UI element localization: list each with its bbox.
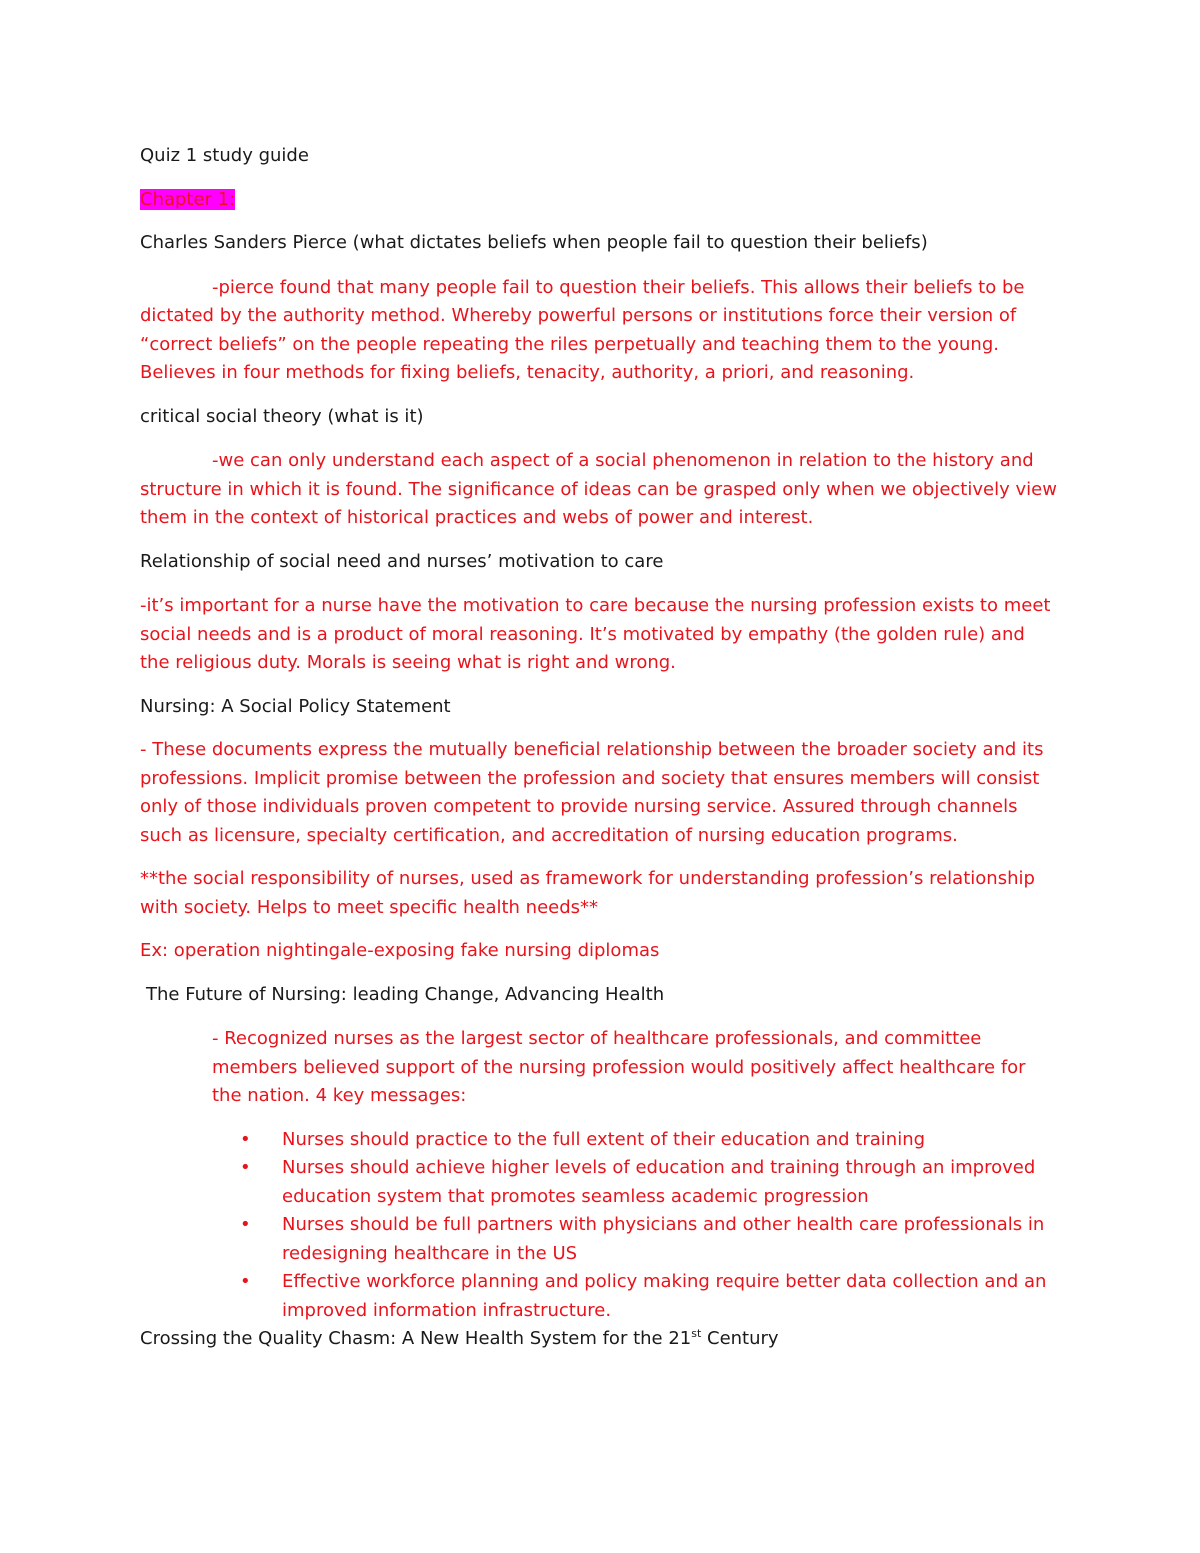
chasm-heading-main: Crossing the Quality Chasm: A New Health System for the 21	[140, 1328, 692, 1349]
bullet-icon: •	[240, 1271, 251, 1292]
future-heading: The Future of Nursing: leading Change, Advancing Health	[146, 983, 665, 1005]
critical-heading: critical social theory (what is it)	[140, 405, 424, 427]
list-item-text: Effective workforce planning and policy making require better data collection and an improved information infrastructure.	[282, 1271, 1047, 1321]
bullet-icon: •	[240, 1214, 251, 1235]
bullet-icon: •	[240, 1128, 251, 1150]
social-need-body: -it’s important for a nurse have the motivation to care because the nursing profession exists to meet social needs and is a product of moral reasoning. It’s motivated by empathy (the golden rule) and the religious duty. Morals is seeing what is right and wrong.	[140, 595, 1051, 673]
critical-body: -we can only understand each aspect of a social phenomenon in relation to the history and structure in which it is found. The significance of ideas can be grasped only when we objectively view them in the context of historical practices and webs of power and interest.	[140, 450, 1057, 528]
policy-heading: Nursing: A Social Policy Statement	[140, 695, 451, 717]
chasm-heading	[140, 1325, 1060, 1354]
list-item	[240, 1154, 1060, 1211]
social-need-heading: Relationship of social need and nurses’ motivation to care	[140, 550, 664, 572]
list-item-text: Nurses should be full partners with physicians and other health care professionals in redesigning healthcare in the US	[282, 1214, 1045, 1264]
chasm-heading-end: Century	[701, 1328, 779, 1349]
chapter-heading	[140, 186, 1060, 215]
document-page	[140, 142, 1060, 1354]
list-item	[240, 1211, 1060, 1268]
policy-body: - These documents express the mutually beneficial relationship between the broader society and its professions. Implicit promise between the profession and society that ensures members will consist only of those individuals proven competent to provide nursing service. Assured through channels such as licensure, specialty certification, and accreditation of nursing education programs.	[140, 739, 1044, 846]
policy-example: Ex: operation nightingale-exposing fake nursing diplomas	[140, 940, 660, 961]
bullet-icon: •	[240, 1157, 251, 1178]
list-item-text: Nurses should achieve higher levels of education and training through an improved education system that promotes seamless academic progression	[282, 1157, 1036, 1207]
key-messages-list	[240, 1126, 1060, 1326]
list-item-text: Nurses should practice to the full extent of their education and training	[282, 1128, 926, 1150]
future-body: - Recognized nurses as the largest sector of healthcare professionals, and committee members believed support of the nursing profession would positively affect healthcare for the nation. 4 key messages:	[212, 1028, 1026, 1106]
chasm-heading-sup: st	[691, 1327, 702, 1340]
policy-note: **the social responsibility of nurses, used as framework for understanding profession’s relationship with society. Helps to meet specific health needs**	[140, 868, 1035, 918]
chapter-highlight: Chapter 1:	[140, 188, 236, 210]
doc-title: Quiz 1 study guide	[140, 145, 309, 166]
list-item	[240, 1268, 1060, 1325]
pierce-body: -pierce found that many people fail to question their beliefs. This allows their beliefs to be dictated by the authority method. Whereby powerful persons or institutions force their version of “correct beliefs” on the people repeating the riles perpetually and teaching them to the young. Believes in four methods for fixing beliefs, tenacity, authority, a priori, and reasoning.	[140, 276, 1025, 383]
list-item	[240, 1126, 1060, 1155]
pierce-heading: Charles Sanders Pierce (what dictates beliefs when people fail to question their beliefs)	[140, 232, 928, 253]
